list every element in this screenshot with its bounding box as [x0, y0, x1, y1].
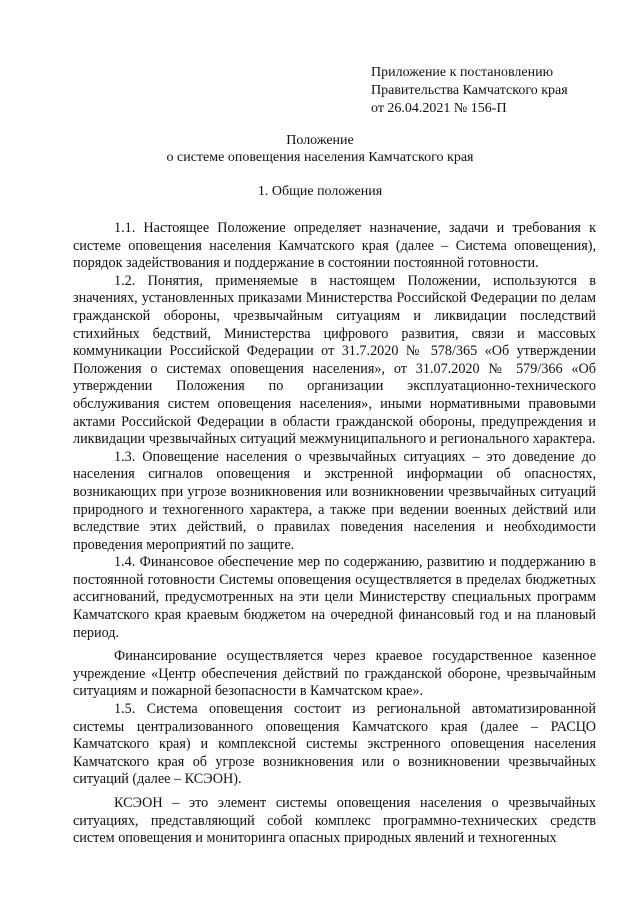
appendix-line-3: от 26.04.2021 № 156-П	[371, 101, 507, 116]
appendix-reference	[371, 64, 621, 118]
document-title	[0, 132, 640, 166]
paragraph-financing: Финансирование осуществляется через краевое государственное казенное учреждение «Центр обеспечения действий по гражданской обороне, чрезвычайным ситуациям и пожарной безопасности в Камчатском крае».	[73, 648, 596, 700]
paragraph-kseon: КСЭОН – это элемент системы оповещения населения о чрезвычайных ситуациях, представляющий собой комплекс программно-технических средств систем оповещения и мониторинга опасных природных явлений и техногенных	[73, 795, 596, 847]
paragraph-1-2: 1.2. Понятия, применяемые в настоящем Положении, используются в значениях, установленных приказами Министерства Российской Федерации по делам гражданской обороны, чрезвычайным ситуациям и ликвидации последствий стихийных бедствий, Министерства цифрового развития, связи и массовых коммуникации Российской Федерации от 31.7.2020 № 578/365 «Об утверждении Положения о системах оповещения населения», от 31.07.2020 № 579/366 «Об утверждении Положения по организации эксплуатационно-технического обслуживания систем оповещения населения», иными нормативными правовыми актами Российской Федерации в области гражданской обороны, предупреждения и ликвидации чрезвычайных ситуаций межмуниципального и регионального характера.	[73, 272, 596, 448]
title-line-1: Положение	[286, 133, 354, 148]
appendix-line-2: Правительства Камчатского края	[371, 83, 568, 98]
title-line-2: о системе оповещения населения Камчатского края	[166, 150, 474, 165]
paragraph-1-5: 1.5. Система оповещения состоит из региональной автоматизированной системы централизованного оповещения Камчатского края (далее – РАСЦО Камчатского края) и комплексной системы экстренного оповещения населения Камчатского края об угрозе возникновения или о возникновении чрезвычайных ситуаций (далее – КСЭОН).	[73, 701, 596, 788]
section-heading: 1. Общие положения	[257, 184, 383, 199]
appendix-line-1: Приложение к постановлению	[371, 65, 554, 80]
paragraph-1-3: 1.3. Оповещение населения о чрезвычайных ситуациях – это доведение до населения сигналов оповещения и экстренной информации об опасностях, возникающих при угрозе возникновения или возникновении чрезвычайных ситуаций природного и техногенного характера, а также при ведении военных действий или вследствие этих действий, о правилах поведения населения и необходимости проведения мероприятий по защите.	[73, 448, 596, 553]
document-body	[73, 220, 596, 848]
paragraph-1-1: 1.1. Настоящее Положение определяет назначение, задачи и требования к системе оповещения населения Камчатского края (далее – Система оповещения), порядок задействования и поддержание в состоянии постоянной готовности.	[73, 220, 596, 272]
paragraph-1-4: 1.4. Финансовое обеспечение мер по содержанию, развитию и поддержанию в постоянной готовности Системы оповещения осуществляется в пределах бюджетных ассигнований, предусмотренных на эти цели Министерству специальных программ Камчатского края краевым бюджетом на очередной финансовый год и на плановый период.	[73, 554, 596, 641]
